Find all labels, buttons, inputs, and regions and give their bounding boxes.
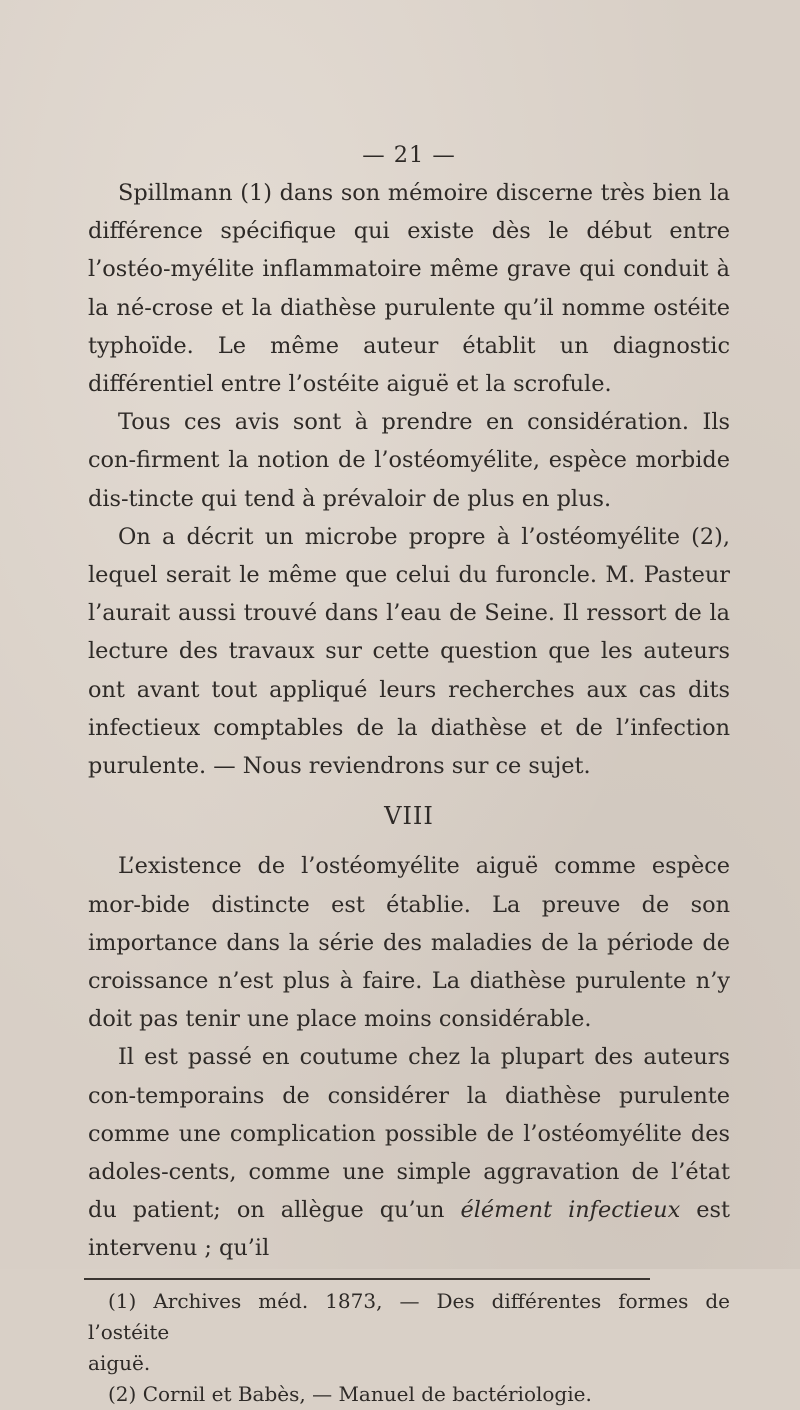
page-text-block bbox=[88, 136, 730, 1410]
footnote-rule bbox=[84, 1278, 650, 1280]
footnote-1: (1) Archives méd. 1873, — Des différentes formes de l’ostéite bbox=[88, 1288, 730, 1344]
paragraph-existence: L’existence de l’ostéomyélite aiguë comme espèce mor-bide distincte est établie. La preuve de son importance dans la série des maladies de la période de croissance n’est plus à faire. La diathèse purulente n’y doit pas tenir une place moins considérable. bbox=[88, 853, 730, 1033]
italic-phrase: élément infectieux bbox=[460, 1197, 681, 1224]
paragraph-microbe: On a décrit un microbe propre à l’ostéomyélite (2), lequel serait le même que celui du furoncle. M. Pasteur l’aurait aussi trouvé dans l’eau de Seine. Il ressort de la lecture des travaux sur cette question que les auteurs ont avant tout appliqué leurs recherches aux cas dits infectieux comptables de la diathèse et de l’infection purulente. — Nous reviendrons sur ce sujet. bbox=[88, 523, 730, 780]
paragraph-coutume-end: est intervenu ; qu’il bbox=[88, 1197, 730, 1262]
paragraph-coutume-text: Il est passé en coutume chez la plupart des auteurs con-temporains de considérer la diathèse purulente comme une complication possible de l’ostéomyélite des adoles-cents, comme une simple aggravation de l’état du patient; on allègue qu’un bbox=[88, 1044, 730, 1224]
paragraph-avis: Tous ces avis sont à prendre en considération. Ils con-firment la notion de l’ostéomyélite, espèce morbide dis-tincte qui tend à prévaloir de plus en plus. bbox=[88, 409, 730, 512]
footnote-1-continued: aiguë. bbox=[88, 1350, 151, 1375]
paragraph-coutume bbox=[88, 1038, 730, 1267]
section-heading: VIII bbox=[384, 802, 434, 831]
page-number: — 21 — bbox=[362, 142, 456, 168]
footnote-2: (2) Cornil et Babès, — Manuel de bactériologie. bbox=[108, 1381, 592, 1406]
paragraph-spillmann: Spillmann (1) dans son mémoire discerne très bien la différence spécifique qui existe dès le début entre l’ostéo-myélite inflammatoire même grave qui conduit à la né-crose et la diathèse purulente qu’il nomme ostéite typhoïde. Le même auteur établit un diagnostic différentiel entre l’ostéite aiguë et la scrofule. bbox=[88, 180, 730, 398]
